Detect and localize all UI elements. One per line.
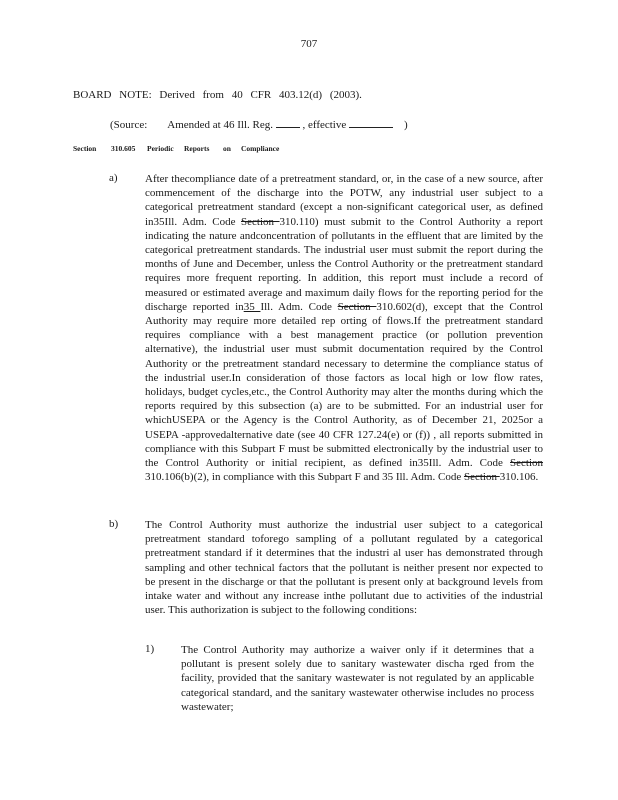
text-run: 310.110) must submit to the Control Authority a report indicating the nature andconcentration of pollutants in the effluent that are limited by the categorical pretreatment standards. The industrial user must submit the report during the months of June and December, unless the Control Authority or the pretreatment standard requires more frequent reporting. In addition, this report must include a record of measured or estimated average and maximum daily flows for the reporting period for the discharge reported in bbox=[145, 215, 543, 313]
section-title-word: Periodic bbox=[147, 144, 174, 153]
subsection-b-text: The Control Authority must authorize the industrial user subject to a categorical pretreatment standard toforego sampling of a pollutant regulated by a categorical pretreatment standard if it determines that the industri al user has demonstrated through sampling and other technical factors that the pollutant is neither present nor expected to be present in the discharge or that the pollutant is present only at background levels from intake water and without any increase inthe pollutant due to activities of the industrial user. This authorization is subject to the following conditions: bbox=[145, 519, 543, 617]
struck-text: Section bbox=[337, 300, 377, 313]
struck-text: Section bbox=[463, 471, 500, 484]
subsection-a-text bbox=[145, 172, 543, 484]
subsection-label-b: b) bbox=[109, 518, 119, 530]
text-run: 310.602(d), except that the Control Authority may require more detailed rep orting of flows.If the pretreatment standard requires compliance with a best management practice (or pollution prevention alternative), the industrial user must submit documentation required by the Control Authority or the pretreatment standard necessary to determine the compliance status of the industrial user.In consideration of those factors as local high or low flow rates, holidays, budget cycles,etc., the Control Authority may alter the months during which the reports required by this subsection (a) are to be submitted. For an industrial user for whichUSEPA or the Agency is the Control Authority, as of December 21, 2025or a USEPA -approvedalternative date (see 40 CFR 127.24(e) or (f)) , all reports submitted in compliance with this Subpart F must be submitted electronically by the industrial user to the Control Authority or initial recipient, as defined in35Ill. Adm. Code bbox=[145, 300, 544, 470]
struck-text: Section bbox=[510, 457, 543, 470]
text-run: Ill. Adm. Code bbox=[260, 300, 338, 313]
item-label-1: 1) bbox=[145, 643, 155, 655]
source-close: ) bbox=[404, 119, 408, 131]
underlined-text: 35 bbox=[243, 300, 261, 313]
text-run: After thecompliance date of a pretreatment standard, or, in the case of a new source, after commencement of the discharge into the POTW, any industrial user subject to a categorical pretreatment standard (except a non-significant categorical user, as defined in35Ill. Adm. Code bbox=[145, 173, 543, 228]
section-label: Section bbox=[73, 144, 97, 153]
board-note: BOARD NOTE: Derived from 40 CFR 403.12(d) (2003). bbox=[73, 89, 362, 101]
section-number: 310.605 bbox=[111, 144, 136, 153]
section-title-word: on bbox=[223, 144, 231, 153]
source-amended: Amended at 46 Ill. Reg. bbox=[167, 119, 273, 131]
source-note bbox=[110, 118, 408, 131]
subsection-label-a: a) bbox=[109, 172, 118, 184]
section-title-word: Reports bbox=[184, 144, 210, 153]
struck-text: Section bbox=[241, 215, 280, 228]
effective-date-blank bbox=[349, 118, 393, 128]
item-1-text: The Control Authority may authorize a waiver only if it determines that a pollutant is present solely due to sanitary wastewater discha rged from the facility, provided that the sanitary wastewater is not regulated by an applicable categorical standard, and the sanitary wastewater otherwise includes no process wastewater; bbox=[181, 644, 534, 713]
section-heading bbox=[73, 144, 279, 153]
page-number: 707 bbox=[300, 38, 318, 50]
source-open: (Source: bbox=[110, 119, 148, 131]
text-run: 310.106. bbox=[499, 471, 539, 484]
section-title-word: Compliance bbox=[241, 144, 280, 153]
source-effective: , effective bbox=[302, 119, 347, 131]
text-run: 310.106(b)(2), in compliance with this Subpart F and 35 Ill. Adm. Code bbox=[145, 471, 464, 484]
register-volume-blank bbox=[276, 118, 300, 128]
